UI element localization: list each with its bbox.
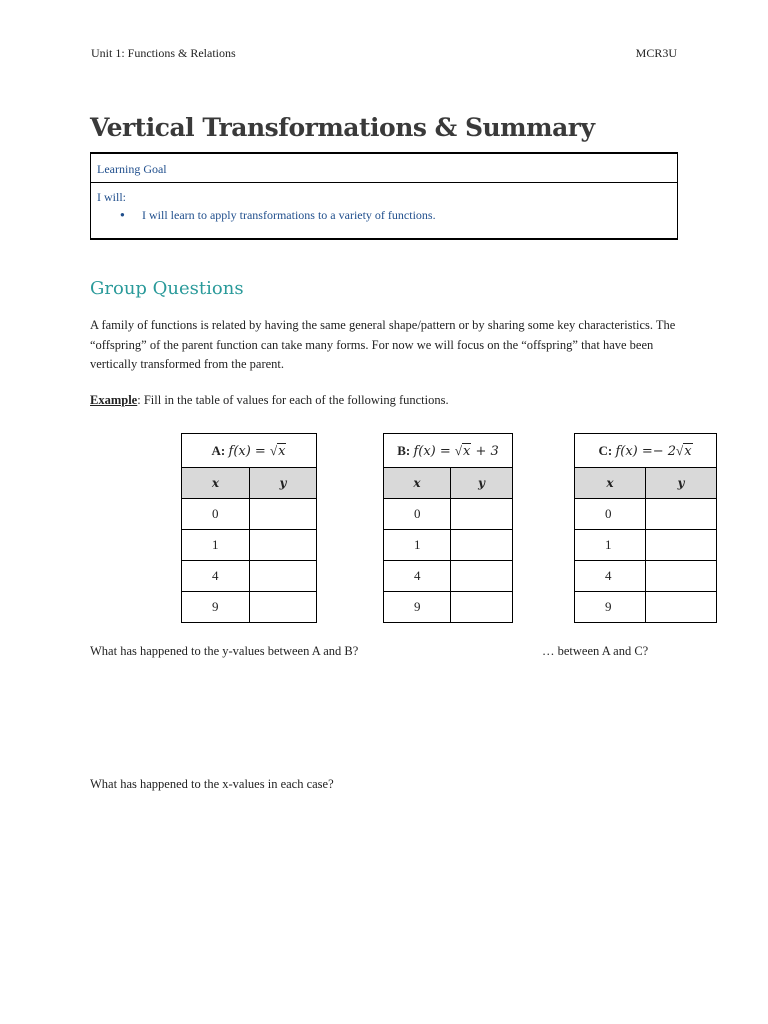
table-b-y-cell[interactable] — [451, 561, 513, 592]
page-title: Vertical Transformations & Summary — [90, 113, 595, 142]
table-c-radicand: x — [684, 443, 692, 459]
table-c-formula: f(x) =− 2 — [615, 443, 677, 459]
learning-goal-intro: I will: — [97, 190, 126, 204]
table-b-y-cell[interactable] — [451, 592, 513, 623]
table-a-caption: A: f(x) = √x — [182, 434, 317, 468]
table-c-y-header: y — [646, 468, 717, 499]
table-b — [383, 433, 513, 623]
table-b-radicand: x — [463, 443, 471, 459]
table-a-label: A: — [211, 442, 226, 458]
table-c — [574, 433, 717, 623]
table-a-y-cell[interactable] — [250, 530, 317, 561]
table-row-x: 4 — [384, 561, 451, 592]
table-row-x: 1 — [575, 530, 646, 561]
table-c-caption: C: f(x) =− 2√x — [575, 434, 717, 468]
header-unit: Unit 1: Functions & Relations — [91, 46, 236, 60]
example-label: Example — [90, 393, 138, 407]
question-x-values: What has happened to the x-values in each case? — [90, 777, 334, 791]
learning-goal-list — [97, 208, 671, 223]
group-questions-heading: Group Questions — [90, 278, 244, 299]
table-row-x: 0 — [575, 499, 646, 530]
learning-goal-heading: Learning Goal — [91, 154, 677, 183]
example-text: : Fill in the table of values for each of the following functions. — [137, 393, 449, 407]
table-a-formula: f(x) = — [228, 443, 270, 459]
table-c-label: C: — [598, 442, 613, 458]
table-row-x: 9 — [384, 592, 451, 623]
example-instruction — [90, 393, 449, 408]
table-b-formula-post: + 3 — [471, 443, 499, 459]
learning-goal-item: ● I will learn to apply transformations to a variety of functions. — [142, 208, 671, 223]
table-b-y-header: y — [451, 468, 513, 499]
question-y-values-a-b: What has happened to the y-values between A and B? — [90, 644, 359, 658]
table-a-y-cell[interactable] — [250, 592, 317, 623]
table-b-y-cell[interactable] — [451, 499, 513, 530]
question-y-values-a-c: … between A and C? — [542, 644, 649, 658]
learning-goal-box — [90, 152, 678, 240]
table-c-y-cell[interactable] — [646, 561, 717, 592]
table-a-y-cell[interactable] — [250, 499, 317, 530]
table-row-x: 9 — [182, 592, 250, 623]
intro-paragraph: A family of functions is related by having the same general shape/pattern or by sharing some key characteristics. The “offspring” of the parent function can take many forms. For now we will focus on the “offspring” that have been vertically transformed from the parent. — [90, 318, 676, 371]
table-b-y-cell[interactable] — [451, 530, 513, 561]
table-row-x: 1 — [384, 530, 451, 561]
header-course: MCR3U — [635, 46, 677, 60]
table-c-y-cell[interactable] — [646, 592, 717, 623]
table-b-label: B: — [397, 442, 411, 458]
table-b-caption: B: f(x) = √x + 3 — [384, 434, 513, 468]
table-a-radicand: x — [278, 443, 286, 459]
table-a — [181, 433, 317, 623]
table-c-x-header: x — [575, 468, 646, 499]
table-b-formula: f(x) = — [413, 443, 455, 459]
table-row-x: 0 — [182, 499, 250, 530]
table-row-x: 1 — [182, 530, 250, 561]
table-c-y-cell[interactable] — [646, 530, 717, 561]
table-row-x: 9 — [575, 592, 646, 623]
table-row-x: 0 — [384, 499, 451, 530]
table-a-y-header: y — [250, 468, 317, 499]
learning-goal-body — [91, 183, 677, 223]
table-a-x-header: x — [182, 468, 250, 499]
table-b-x-header: x — [384, 468, 451, 499]
table-row-x: 4 — [182, 561, 250, 592]
table-row-x: 4 — [575, 561, 646, 592]
table-a-y-cell[interactable] — [250, 561, 317, 592]
table-c-y-cell[interactable] — [646, 499, 717, 530]
